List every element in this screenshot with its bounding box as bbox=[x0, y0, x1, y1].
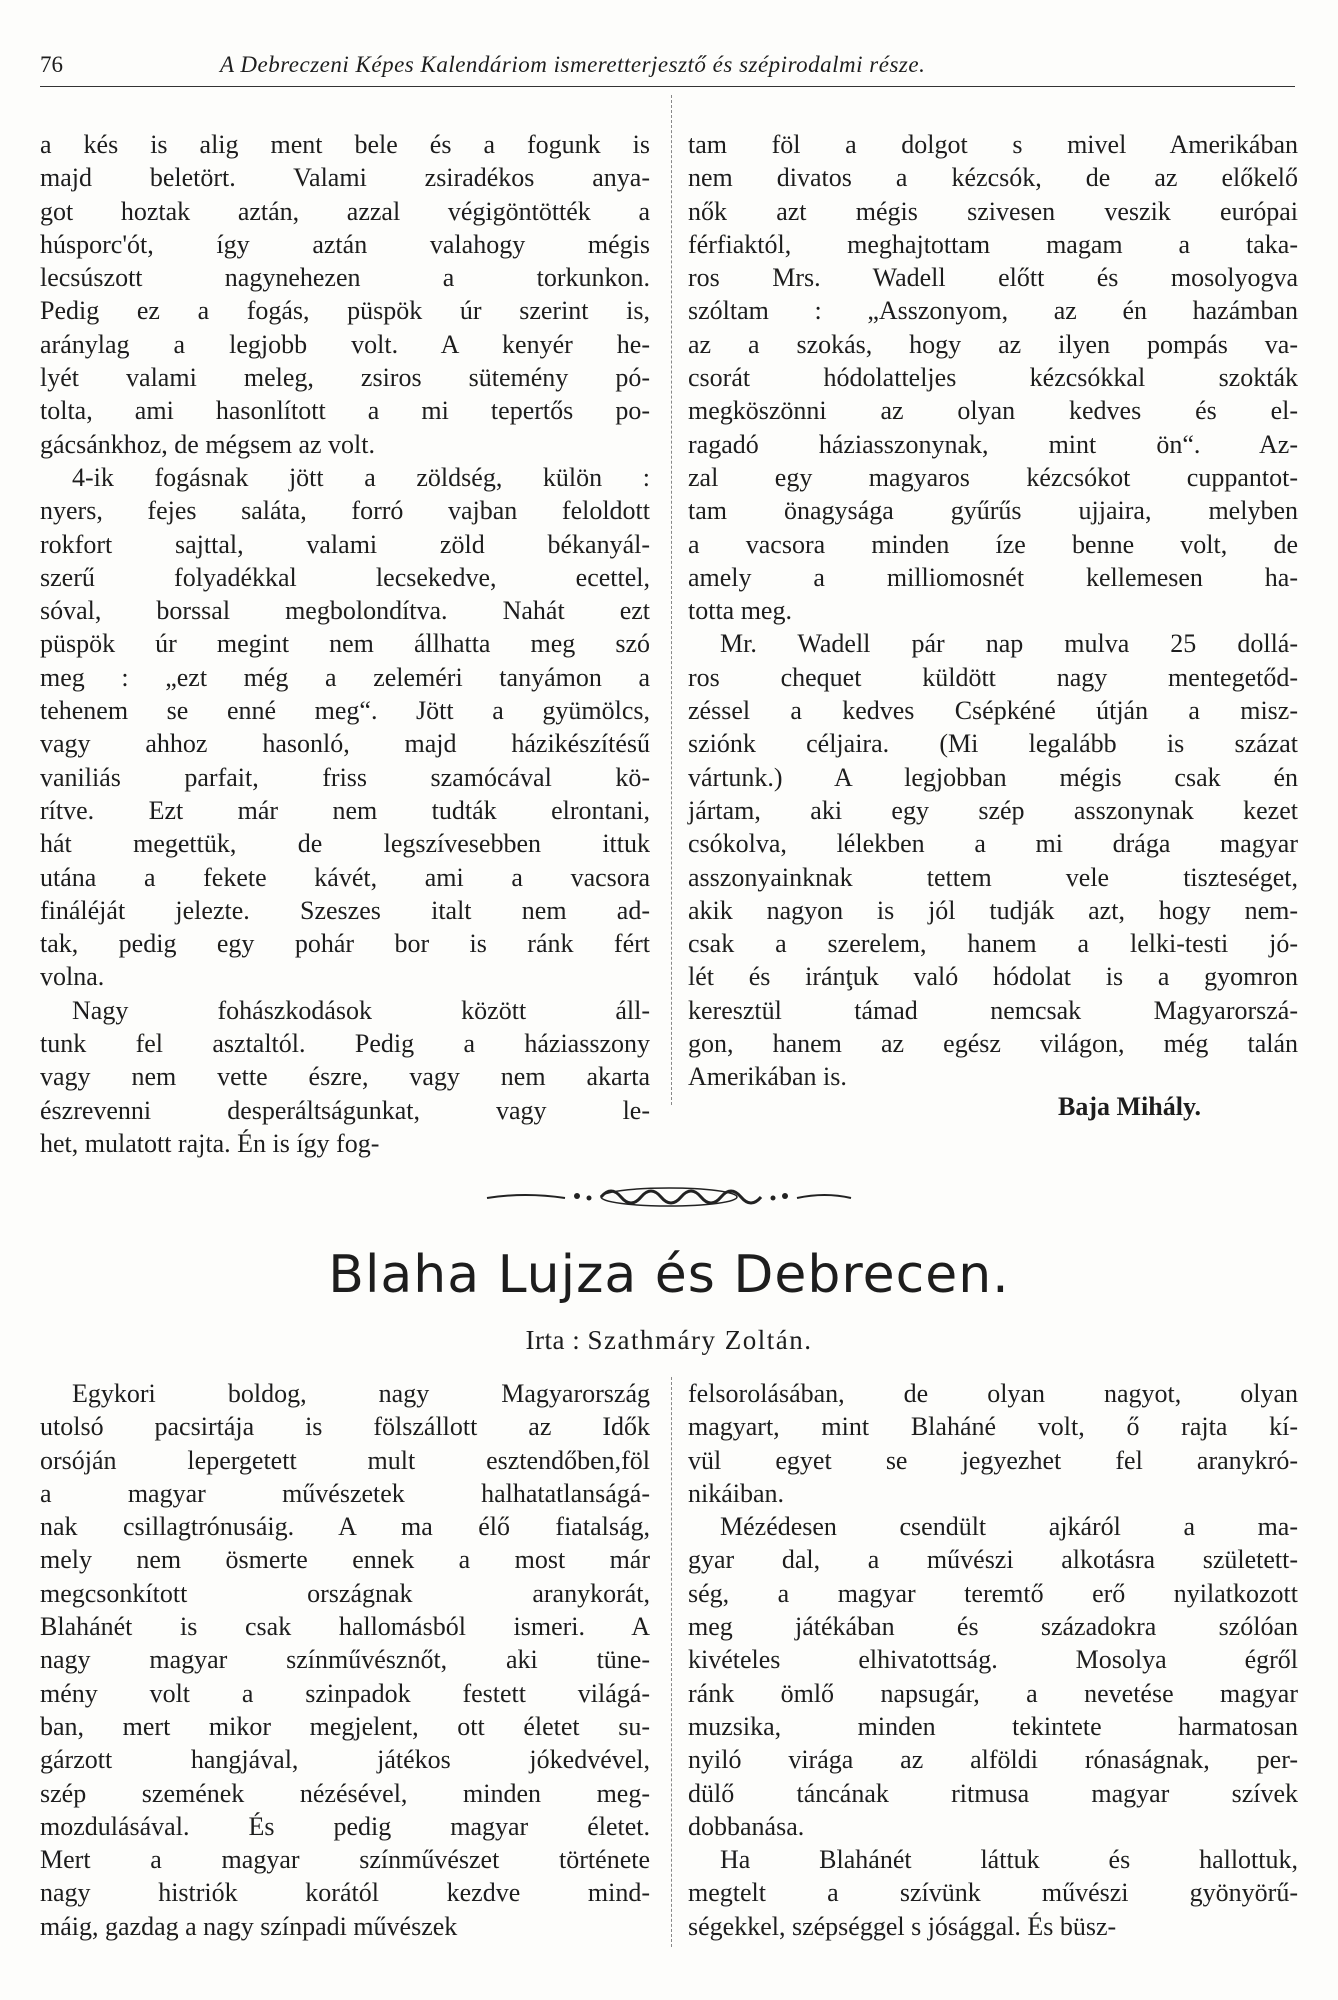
text-line: vártunk.) A legjobban mégis csak én bbox=[688, 762, 1298, 792]
text-line: nagy histriók korától kezdve mind- bbox=[40, 1878, 650, 1908]
text-line: utolsó pacsirtája is fölszállott az Idők bbox=[40, 1412, 650, 1442]
text-line: muzsika, minden tekintete harmatosan bbox=[688, 1711, 1298, 1741]
text-line: észrevenni desperáltságunkat, vagy le- bbox=[40, 1095, 650, 1125]
text-line: aránylag a legjobb volt. A kenyér he- bbox=[40, 329, 650, 359]
text-line: megköszönni az olyan kedves és el- bbox=[688, 396, 1298, 426]
text-line: zal egy magyaros kézcsókot cuppantot- bbox=[688, 462, 1298, 492]
article1-right-column bbox=[688, 128, 1298, 1094]
text-line: máig, gazdag a nagy színpadi művészek bbox=[40, 1911, 458, 1941]
text-line: az a szokás, hogy az ilyen pompás va- bbox=[688, 329, 1298, 359]
text-line: keresztül támad nemcsak Magyarorszá- bbox=[688, 995, 1298, 1025]
text-line: a kés is alig ment bele és a fogunk is bbox=[40, 130, 650, 159]
article1-left-column bbox=[40, 128, 650, 1160]
text-line: ségekkel, szépséggel s jósággal. És büsz- bbox=[688, 1911, 1117, 1941]
text-line: Mert a magyar színművészet története bbox=[40, 1845, 650, 1875]
text-line: vagy nem vette észre, vagy nem akarta bbox=[40, 1062, 650, 1092]
text-line: tam föl a dolgot s mivel Amerikában bbox=[688, 130, 1298, 159]
text-line: nagy magyar színművésznőt, aki tüne- bbox=[40, 1645, 650, 1675]
text-line: meg játékában és századokra szólóan bbox=[688, 1612, 1298, 1642]
article2-left-column bbox=[40, 1377, 650, 1943]
text-line: rítve. Ezt már nem tudták elrontani, bbox=[40, 795, 650, 825]
text-line: Mr. Wadell pár nap mulva 25 dollá- bbox=[720, 629, 1298, 659]
text-line: mely nem ösmerte ennek a most már bbox=[40, 1545, 650, 1575]
text-line: utána a fekete kávét, ami a vacsora bbox=[40, 862, 650, 892]
text-line: csorát hódolatteljes kézcsókkal szokták bbox=[688, 363, 1298, 393]
text-line: ség, a magyar teremtő erő nyilatkozott bbox=[688, 1578, 1298, 1608]
text-line: Mézédesen csendült ajkáról a ma- bbox=[720, 1512, 1298, 1542]
text-line: ránk ömlő napsugár, a nevetése magyar bbox=[688, 1678, 1298, 1708]
text-line: megtelt a szívünk művészi gyönyörű- bbox=[688, 1878, 1298, 1908]
text-line: hát megettük, de legszívesebben ittuk bbox=[40, 829, 650, 859]
text-line: dobbanása. bbox=[688, 1811, 805, 1841]
text-line: nyers, fejes saláta, forró vajban feloldott bbox=[40, 496, 650, 526]
column-divider bbox=[671, 95, 672, 1105]
text-line: tehenem se enné meg“. Jött a gyümölcs, bbox=[40, 696, 650, 726]
text-line: gyar dal, a művészi alkotásra született- bbox=[688, 1545, 1298, 1575]
text-line: tam önagysága gyűrűs ujjaira, melyben bbox=[688, 496, 1298, 526]
text-line: lecsúszott nagynehezen a torkunkon. bbox=[40, 263, 650, 293]
page-number: 76 bbox=[40, 52, 63, 77]
text-line: lét és iránţuk való hódolat is a gyomron bbox=[688, 962, 1298, 992]
text-line: ragadó háziasszonynak, mint ön“. Az- bbox=[688, 429, 1298, 459]
text-line: Blahánét is csak hallomásból ismeri. A bbox=[40, 1612, 650, 1642]
text-line: nyiló virága az alföldi rónaságnak, per- bbox=[688, 1745, 1298, 1775]
text-line: fináléját jelezte. Szeszes italt nem ad- bbox=[40, 895, 650, 925]
article1-author: Baja Mihály. bbox=[1058, 1092, 1202, 1121]
text-line: felsorolásában, de olyan nagyot, olyan bbox=[688, 1379, 1298, 1408]
text-line: nikáiban. bbox=[688, 1478, 785, 1508]
text-line: püspök úr megint nem állhatta meg szó bbox=[40, 629, 650, 659]
text-line: orsóján lepergetett mult esztendőben,föl bbox=[40, 1445, 650, 1475]
text-line: rokfort sajttal, valami zöld békanyál- bbox=[40, 529, 650, 559]
text-line: got hoztak aztán, azzal végigöntötték a bbox=[40, 196, 650, 226]
text-line: Ha Blahánét láttuk és hallottuk, bbox=[720, 1845, 1298, 1875]
text-line: zéssel a kedves Csépkéné útján a misz- bbox=[688, 696, 1298, 726]
section-ornament bbox=[485, 1182, 853, 1212]
header-rule bbox=[40, 86, 1295, 87]
text-line: ros chequet küldött nagy mentegetőd- bbox=[688, 662, 1298, 692]
text-line: meg : „ezt még a zeleméri tanyámon a bbox=[40, 662, 650, 692]
text-line: vaniliás parfait, friss szamócával kö- bbox=[40, 762, 650, 792]
text-line: lyét valami meleg, zsiros sütemény pó- bbox=[40, 363, 650, 393]
text-line: sziónk céljaira. (Mi legalább is százat bbox=[688, 729, 1298, 759]
text-line: Nagy fohászkodások között áll- bbox=[72, 995, 650, 1025]
text-line: csókolva, lélekben a mi drága magyar bbox=[688, 829, 1298, 859]
text-line: szóltam : „Asszonyom, az én hazámban bbox=[688, 296, 1298, 326]
text-line: férfiaktól, meghajtottam magam a taka- bbox=[688, 229, 1298, 259]
text-line: Egykori boldog, nagy Magyarország bbox=[72, 1379, 650, 1408]
text-line: asszonyainknak tettem vele tiszteséget, bbox=[688, 862, 1298, 892]
text-line: tolta, ami hasonlított a mi tepertős po- bbox=[40, 396, 650, 426]
text-line: nők azt mégis szivesen veszik európai bbox=[688, 196, 1298, 226]
text-line: mény volt a szinpadok festett világá- bbox=[40, 1678, 650, 1708]
text-line: kivételes elhivatottság. Mosolya égről bbox=[688, 1645, 1298, 1675]
article2-byline bbox=[0, 1325, 1338, 1356]
text-line: totta meg. bbox=[688, 596, 792, 626]
column-divider bbox=[671, 1377, 672, 1947]
text-line: vül egyet se jegyezhet fel aranykró- bbox=[688, 1445, 1298, 1475]
text-line: Amerikában is. bbox=[688, 1062, 847, 1092]
text-line: amely a milliomosnét kellemesen ha- bbox=[688, 562, 1298, 592]
text-line: vagy ahhoz hasonló, majd házikészítésű bbox=[40, 729, 650, 759]
text-line: nem divatos a kézcsók, de az előkelő bbox=[688, 163, 1298, 193]
byline-author: Szathmáry Zoltán. bbox=[587, 1325, 813, 1355]
article2-title: Blaha Lujza és Debrecen. bbox=[328, 1245, 1010, 1305]
text-line: gárzott hangjával, játékos jókedvével, bbox=[40, 1745, 650, 1775]
text-line: gon, hanem az egész világon, még talán bbox=[688, 1029, 1298, 1059]
text-line: gácsánkhoz, de mégsem az volt. bbox=[40, 429, 375, 459]
text-line: tunk fel asztaltól. Pedig a háziasszony bbox=[40, 1029, 650, 1059]
text-line: dülő táncának ritmusa magyar szívek bbox=[688, 1778, 1298, 1808]
text-line: a vacsora minden íze benne volt, de bbox=[688, 529, 1298, 559]
text-line: sóval, borssal megbolondítva. Nahát ezt bbox=[40, 596, 650, 626]
text-line: nak csillagtrónusáig. A ma élő fiatalság, bbox=[40, 1512, 650, 1542]
text-line: húsporc'ót, így aztán valahogy mégis bbox=[40, 229, 650, 259]
text-line: majd beletört. Valami zsiradékos anya- bbox=[40, 163, 650, 193]
text-line: akik nagyon is jól tudják azt, hogy nem- bbox=[688, 895, 1298, 925]
text-line: megcsonkított országnak aranykorát, bbox=[40, 1578, 650, 1608]
text-line: tak, pedig egy pohár bor is ránk fért bbox=[40, 929, 650, 959]
text-line: a magyar művészetek halhatatlanságá- bbox=[40, 1478, 650, 1508]
text-line: 4-ik fogásnak jött a zöldség, külön : bbox=[72, 462, 650, 492]
running-title: A Debreczeni Képes Kalendáriom ismeretterjesztő és szépirodalmi része. bbox=[220, 52, 926, 77]
text-line: jártam, aki egy szép asszonynak kezet bbox=[688, 795, 1298, 825]
byline-prefix: Irta : bbox=[525, 1325, 581, 1355]
text-line: magyart, mint Blaháné volt, ő rajta kí- bbox=[688, 1412, 1298, 1442]
text-line: ban, mert mikor megjelent, ott életet su- bbox=[40, 1711, 650, 1741]
text-line: szép szemének nézésével, minden meg- bbox=[40, 1778, 650, 1808]
text-line: het, mulatott rajta. Én is így fog- bbox=[40, 1128, 380, 1158]
text-line: szerű folyadékkal lecsekedve, ecettel, bbox=[40, 562, 650, 592]
text-line: mozdulásával. És pedig magyar életet. bbox=[40, 1811, 650, 1841]
text-line: Pedig ez a fogás, püspök úr szerint is, bbox=[40, 296, 650, 326]
article2-right-column bbox=[688, 1377, 1298, 1943]
text-line: volna. bbox=[40, 962, 105, 992]
text-line: csak a szerelem, hanem a lelki-testi jó- bbox=[688, 929, 1298, 959]
text-line: ros Mrs. Wadell előtt és mosolyogva bbox=[688, 263, 1298, 293]
